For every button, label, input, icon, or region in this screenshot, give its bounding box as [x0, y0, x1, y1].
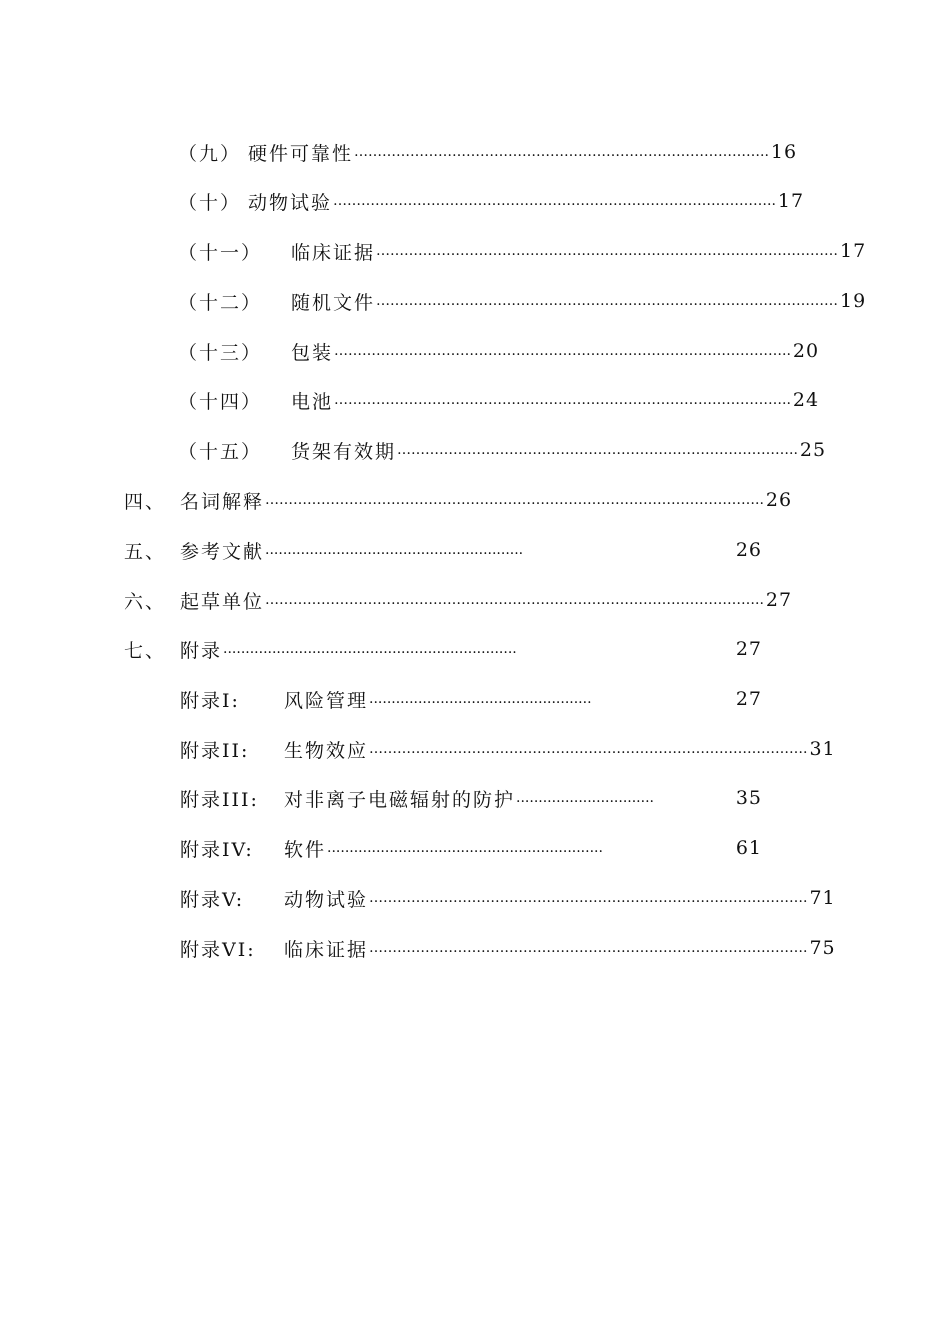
toc-entry-title: 临床证据	[291, 241, 376, 264]
toc-entry-title: 电池	[291, 390, 334, 413]
toc-page-number: 16	[770, 141, 798, 163]
toc-entry-title: 动物试验	[248, 191, 333, 214]
toc-entry[interactable]	[178, 435, 827, 465]
toc-page-number: 75	[809, 937, 836, 959]
toc-leader: ..................................................	[369, 691, 592, 707]
toc-entry-number: 六、	[124, 590, 167, 613]
toc-entry[interactable]	[124, 585, 793, 615]
toc-page-number: 20	[792, 340, 820, 362]
toc-entry-number: 四、	[124, 490, 167, 513]
toc-page-number: 17	[840, 240, 867, 262]
toc-entry-number: 附录IV:	[180, 838, 254, 861]
toc-entry[interactable]	[180, 933, 836, 963]
toc-entry-title: 风险管理	[284, 689, 369, 712]
toc-leader: ……………………………………………………………………………………..	[334, 392, 791, 408]
toc-leader: …………………………………………………………………………..	[397, 442, 798, 458]
toc-entry-title: 生物效应	[284, 739, 369, 762]
toc-entry-title: 货架有效期	[291, 440, 397, 463]
toc-entry[interactable]	[124, 634, 762, 664]
toc-page-number: 31	[809, 738, 836, 760]
toc-entry-number: （十三）	[178, 341, 263, 364]
toc-leader: ……………………………………………………………………………..	[354, 144, 769, 160]
toc-entry[interactable]	[124, 485, 793, 515]
toc-leader: ………………………………………………………………………………….	[369, 890, 808, 906]
toc-leader: ……………………………………………………………………………………………..	[265, 492, 764, 508]
toc-entry-number: （十二）	[178, 291, 263, 314]
toc-page-number: 35	[735, 787, 762, 809]
toc-entry-number: （十）	[178, 191, 242, 214]
toc-entry-number: 五、	[124, 540, 167, 563]
toc-entry-title: 名词解释	[180, 490, 265, 513]
toc-entry-title: 参考文献	[180, 540, 265, 563]
toc-entry[interactable]	[180, 883, 836, 913]
toc-entry[interactable]	[180, 783, 762, 813]
toc-leader: ..................................................................	[223, 641, 517, 657]
toc-entry[interactable]	[124, 535, 762, 565]
toc-entry-title: 动物试验	[284, 888, 369, 911]
toc-leader: ………………………………………………………………………………….	[369, 940, 808, 956]
toc-entry[interactable]	[178, 385, 820, 415]
toc-entry-title: 临床证据	[284, 938, 369, 961]
toc-leader: ...............................	[516, 790, 654, 806]
toc-entry[interactable]	[178, 236, 867, 266]
toc-entry-number: （十四）	[178, 390, 263, 413]
toc-entry[interactable]	[178, 137, 798, 167]
toc-entry-number: 附录II:	[180, 739, 250, 762]
toc-entry[interactable]	[178, 336, 820, 366]
toc-leader: ..........................................................	[265, 542, 524, 558]
toc-entry-number: （十一）	[178, 241, 263, 264]
toc-entry-title: 随机文件	[291, 291, 376, 314]
toc-page-number: 27	[735, 688, 762, 710]
toc-leader: ..............................................................	[327, 840, 603, 856]
toc-page-number: 61	[735, 837, 762, 859]
toc-entry[interactable]	[180, 734, 836, 764]
toc-page-number: 71	[809, 887, 836, 909]
toc-entry-number: （九）	[178, 142, 242, 165]
toc-entry-number: 附录VI:	[180, 938, 256, 961]
toc-entry[interactable]	[178, 286, 867, 316]
toc-page-number: 26	[735, 539, 762, 561]
toc-entry-title: 对非离子电磁辐射的防护	[284, 788, 516, 811]
toc-entry-title: 硬件可靠性	[248, 142, 354, 165]
toc-entry-title: 起草单位	[180, 590, 265, 613]
toc-leader: …………………………………………………………………………………..	[333, 193, 776, 209]
toc-leader: ……………………………………………………………………………………..	[334, 343, 791, 359]
toc-page-number: 19	[840, 290, 867, 312]
toc-entry[interactable]	[178, 186, 805, 216]
toc-entry-title: 附录	[180, 639, 223, 662]
toc-leader: ………………………………………………………………………………….	[369, 741, 808, 757]
toc-page-number: 17	[777, 190, 805, 212]
toc-entry-number: 附录V:	[180, 888, 245, 911]
toc-page-number: 27	[735, 638, 762, 660]
toc-entry[interactable]	[180, 684, 762, 714]
toc-leader: ………………………………………………………………………………………	[376, 243, 839, 259]
toc-entry-number: （十五）	[178, 440, 263, 463]
toc-entry-title: 软件	[284, 838, 327, 861]
toc-page-number: 24	[792, 389, 820, 411]
toc-entry[interactable]	[180, 833, 762, 863]
toc-page-number: 25	[799, 439, 827, 461]
toc-entry-number: 七、	[124, 639, 167, 662]
toc-entry-title: 包装	[291, 341, 334, 364]
toc-page-number: 27	[765, 589, 793, 611]
toc-leader: ……………………………………………………………………………………………..	[265, 592, 764, 608]
toc-entry-number: 附录I:	[180, 689, 240, 712]
toc-leader: ………………………………………………………………………………………	[376, 293, 839, 309]
toc-page-number: 26	[765, 489, 793, 511]
toc-entry-number: 附录III:	[180, 788, 259, 811]
